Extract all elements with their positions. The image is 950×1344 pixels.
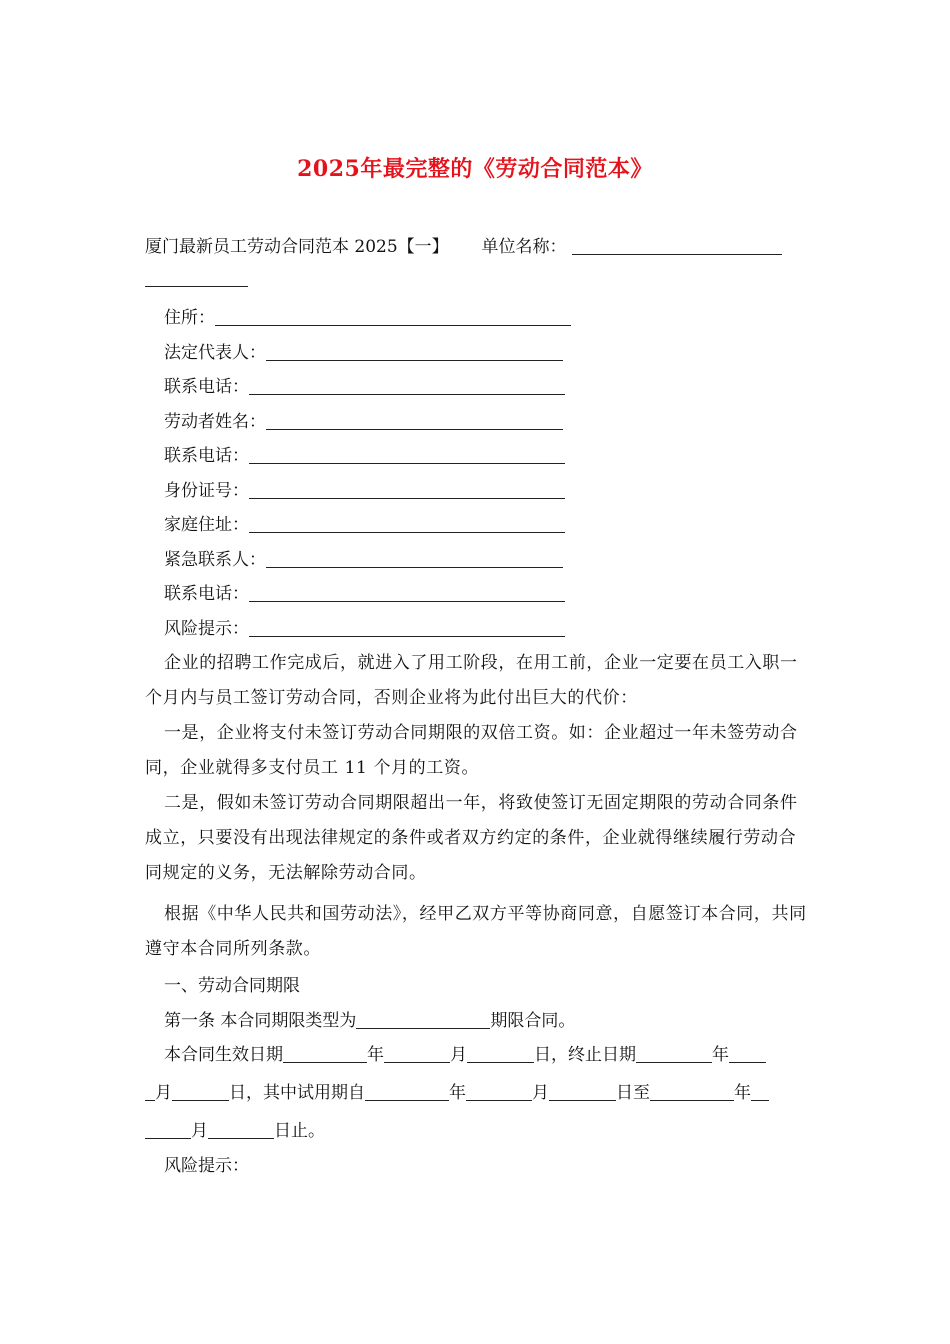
- month-label: 月: [155, 1083, 172, 1103]
- blank: [729, 1046, 766, 1063]
- field-label: 联系电话：: [164, 377, 249, 397]
- field-phone-1: [164, 376, 565, 398]
- paragraph-intro: 企业的招聘工作完成后，就进入了用工阶段，在用工前，企业一定要在员工入职一个月内与员工签订劳动合同，否则企业将为此付出巨大的代价：: [145, 653, 798, 708]
- contract-type-blank: [356, 1012, 490, 1029]
- paragraph-point-one: 一是，企业将支付未签订劳动合同期限的双倍工资。如：企业超过一年未签劳动合同，企业就得多支付员工 11 个月的工资。: [145, 723, 798, 778]
- subtitle-text: 厦门最新员工劳动合同范本 2025【一】: [145, 237, 449, 257]
- field-label: 联系电话：: [164, 446, 249, 466]
- unit-name-blank-2: [145, 270, 248, 287]
- effective-date-label: 本合同生效日期: [164, 1045, 283, 1065]
- unit-name-blank: [572, 238, 782, 255]
- stop-date-label: 日止。: [274, 1121, 325, 1141]
- field-blank: [249, 378, 565, 395]
- blank: [172, 1084, 229, 1101]
- field-label: 劳动者姓名：: [164, 412, 266, 432]
- field-blank: [249, 516, 565, 533]
- field-legal-rep: [164, 342, 563, 364]
- blank: [145, 1084, 155, 1101]
- field-worker-name: [164, 411, 563, 433]
- document-title: 2025年最完整的《劳动合同范本》: [297, 156, 653, 182]
- date-line-2: [145, 1082, 769, 1104]
- month-label: 月: [450, 1045, 467, 1065]
- paragraph-point-two: 二是，假如未签订劳动合同期限超出一年，将致使签订无固定期限的劳动合同条件成立，只要没有出现法律规定的条件或者双方约定的条件，企业就得继续履行劳动合同规定的义务，无法解除劳动合同。: [145, 793, 798, 883]
- risk-note-heading: 风险提示：: [164, 1156, 249, 1176]
- field-label: 风险提示：: [164, 619, 249, 639]
- article-one-suffix: 期限合同。: [490, 1011, 576, 1031]
- field-blank: [249, 447, 565, 464]
- field-label: 家庭住址：: [164, 515, 249, 535]
- blank: [384, 1046, 450, 1063]
- unit-name-label: 单位名称：: [481, 237, 567, 257]
- field-blank: [249, 620, 565, 637]
- field-phone-2: [164, 445, 565, 467]
- field-label: 联系电话：: [164, 584, 249, 604]
- year-label: 年: [449, 1083, 466, 1103]
- month-label: 月: [532, 1083, 549, 1103]
- subtitle-line: [145, 236, 782, 258]
- year-label: 年: [712, 1045, 729, 1065]
- field-label: 住所：: [164, 308, 215, 328]
- paragraph-basis: 根据《中华人民共和国劳动法》，经甲乙双方平等协商同意，自愿签订本合同，共同遵守本合同所列条款。: [145, 904, 807, 959]
- year-label: 年: [367, 1045, 384, 1065]
- field-label: 身份证号：: [164, 481, 249, 501]
- field-risk-note: [164, 618, 565, 640]
- blank: [145, 1122, 191, 1139]
- field-blank: [249, 585, 565, 602]
- trial-period-label: 日，其中试用期自: [229, 1083, 365, 1103]
- field-label: 紧急联系人：: [164, 550, 266, 570]
- article-one-prefix: 第一条 本合同期限类型为: [164, 1011, 357, 1031]
- year-label: 年: [734, 1083, 751, 1103]
- field-address: [164, 307, 571, 329]
- field-blank: [266, 551, 563, 568]
- unit-name-blank-continued: [145, 270, 248, 293]
- to-label: 日至: [616, 1083, 650, 1103]
- field-blank: [215, 309, 571, 326]
- field-blank: [249, 482, 565, 499]
- blank: [467, 1046, 534, 1063]
- date-line-3: [145, 1120, 325, 1142]
- field-blank: [266, 413, 563, 430]
- blank: [549, 1084, 616, 1101]
- field-phone-3: [164, 583, 565, 605]
- field-id-number: [164, 480, 565, 502]
- field-label: 法定代表人：: [164, 343, 266, 363]
- section-heading-term: 一、劳动合同期限: [164, 976, 300, 996]
- article-one: [164, 1010, 575, 1032]
- blank: [208, 1122, 274, 1139]
- end-date-label: 日，终止日期: [534, 1045, 636, 1065]
- date-line-1: [164, 1044, 766, 1066]
- blank: [365, 1084, 449, 1101]
- blank: [636, 1046, 712, 1063]
- field-blank: [266, 344, 563, 361]
- blank: [466, 1084, 532, 1101]
- blank: [283, 1046, 367, 1063]
- blank: [751, 1084, 769, 1101]
- field-home-address: [164, 514, 565, 536]
- field-emergency-contact: [164, 549, 563, 571]
- month-label: 月: [191, 1121, 208, 1141]
- blank: [650, 1084, 734, 1101]
